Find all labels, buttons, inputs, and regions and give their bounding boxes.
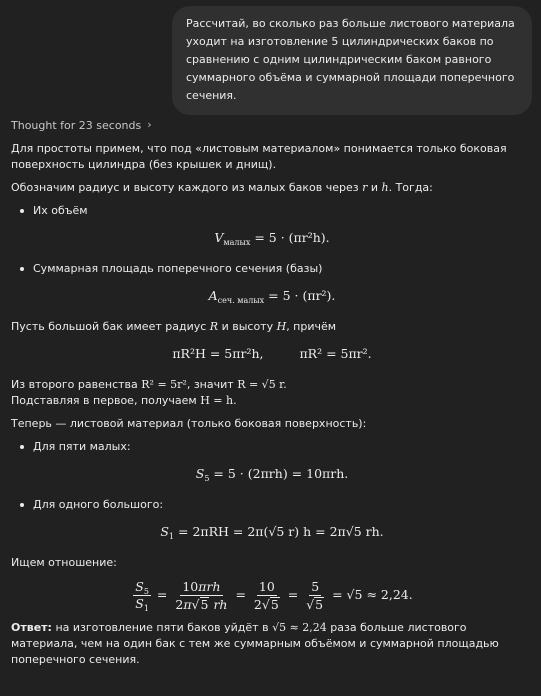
ratio-intro: Ищем отношение: bbox=[11, 556, 117, 569]
bullet-five-small: Для пяти малых: bbox=[11, 439, 533, 455]
derivation-r: Из второго равенства R² = 5r², значит R = √5 r. bbox=[11, 378, 287, 391]
equation-system: πR²H = 5πr²h, πR² = 5πr². bbox=[172, 346, 372, 361]
bullet-cross-section: Суммарная площадь поперечного сечения (базы) bbox=[11, 261, 533, 277]
lateral-surface-intro: Теперь — листовой материал (только боковая поверхность): bbox=[11, 417, 367, 430]
notation-paragraph: Обозначим радиус и высоту каждого из малых баков через r и h. Тогда: bbox=[11, 181, 433, 194]
assistant-message bbox=[11, 116, 533, 668]
chevron-right-icon: › bbox=[147, 118, 152, 131]
equation-cross-section: $A_{сеч. малых} = 5 \cdot (\pi r^2)$. bbox=[208, 288, 336, 305]
big-tank-paragraph: Пусть большой бак имеет радиус R и высоту H, причём bbox=[11, 320, 337, 333]
user-message-text: Рассчитай, во сколько раз больше листового материала уходит на изготовление 5 цилиндрических баков по сравнению с одним цилиндрическим баком равного суммарного объёма и суммарной площади поперечного сечения. bbox=[186, 17, 515, 102]
frac-s5-s1: $\frac{S_5}{S_1}$ bbox=[135, 579, 149, 613]
answer-paragraph: Ответ: на изготовление пяти баков уйдёт в √5 ≈ 2,24 раза больше листового материала, чем на один бак с тем же суммарным объёмом и суммарной площадью поперечного сечения. bbox=[11, 621, 499, 666]
thought-label: Thought for 23 seconds bbox=[11, 119, 142, 132]
thought-toggle[interactable] bbox=[11, 116, 533, 136]
bullet-one-big: Для одного большого: bbox=[11, 497, 533, 513]
intro-paragraph: Для простоты примем, что под «листовым материалом» понимается только боковая поверхность цилиндра (без крышек и днищ). bbox=[11, 142, 507, 171]
equation-s1: $S_1 = 2\pi RH = 2\pi(√5$ r) h = 2π√5 rh. bbox=[160, 524, 384, 541]
frac-5-sqrt5: $\frac{5}{√5}$ bbox=[306, 578, 324, 612]
equation-ratio: $\frac{S_5}{S_1}$ = $\frac{\text{10πrh}}{2\pi√5 rh}$ = $\frac{10}{2√5}$ = $\frac{5}{√5}$ = √5 ≈ 2,24. bbox=[135, 578, 413, 613]
frac-10-2sqrt5: $\frac{10}{2√5}$ bbox=[253, 578, 279, 612]
equation-volume: $V_{малых} = 5 \cdot (\pi r^2h)$. bbox=[214, 230, 330, 247]
equation-s5: $S_5 = 5 \cdot (2\pi rh) = 10\pi rh$. bbox=[195, 466, 349, 483]
derivation-h: Подставляя в первое, получаем H = h. bbox=[11, 394, 237, 407]
frac-10pirh: $\frac{\text{10πrh}}{2\pi√5 rh}$ bbox=[175, 578, 228, 612]
bullet-volume: Их объём bbox=[11, 203, 533, 219]
user-message-bubble bbox=[172, 6, 532, 115]
